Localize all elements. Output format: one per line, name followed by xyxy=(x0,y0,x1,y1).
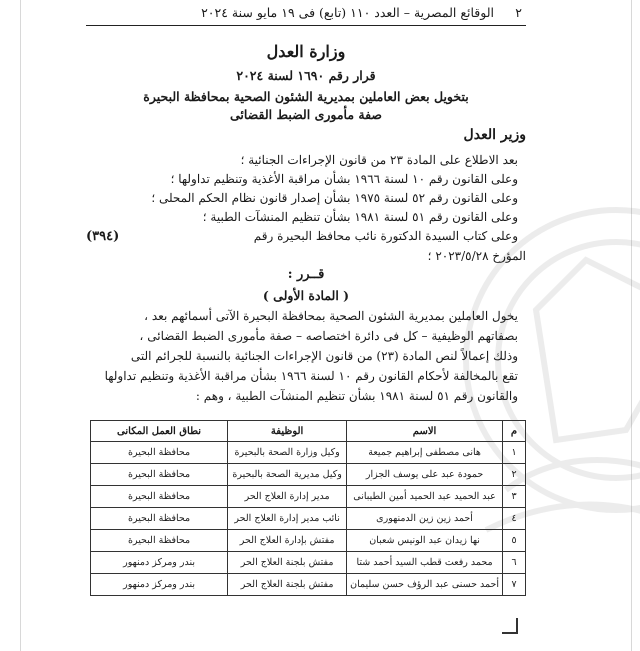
cell-no: ٧ xyxy=(503,574,526,596)
decree-subject-line-1: بتخويل بعض العاملين بمديرية الشئون الصحية بمحافظة البحيرة xyxy=(143,89,469,104)
decree-subject-line-2: صفة مأمورى الضبط القضائى xyxy=(229,107,383,122)
cell-no: ٦ xyxy=(503,552,526,574)
minister-heading: وزير العدل xyxy=(463,127,526,143)
ministry-title: وزارة العدل xyxy=(266,42,346,61)
cell-job: مفتش بلجنة العلاج الحر xyxy=(228,552,347,574)
letter-number: (٣٩٤) xyxy=(86,229,120,244)
header-text: الوقائع المصرية – العدد ١١٠ (تابع) فى ١٩ مايو سنة ٢٠٢٤ xyxy=(201,5,494,20)
table-row xyxy=(91,464,526,486)
preamble-line-3: وعلى القانون رقم ٥٢ لسنة ١٩٧٥ بشأن إصدار قانون نظام الحكم المحلى ؛ xyxy=(151,191,518,205)
cell-job: مفتش بلجنة العلاج الحر xyxy=(228,574,347,596)
cell-name: عبد الحميد عبد الحميد أمين الطيبانى xyxy=(347,486,503,508)
staff-table xyxy=(90,420,526,596)
article-title: ( المادة الأولى ) xyxy=(262,288,350,303)
preamble-line-1: بعد الاطلاع على المادة ٢٣ من قانون الإجراءات الجنائية ؛ xyxy=(240,153,518,167)
cell-job: مفتش بإدارة العلاج الحر xyxy=(228,530,347,552)
gazette-page xyxy=(86,0,526,640)
cell-job: وكيل مديرية الصحة بالبحيرة xyxy=(228,464,347,486)
table-row xyxy=(91,508,526,530)
table-row xyxy=(91,442,526,464)
preamble-line-6: المؤرخ ٢٠٢٣/٥/٢٨ ؛ xyxy=(427,249,526,263)
cell-name: هانى مصطفى إبراهيم جميعة xyxy=(347,442,503,464)
cell-job: وكيل وزارة الصحة بالبحيرة xyxy=(228,442,347,464)
article-line-2: بصفاتهم الوظيفية – كل فى دائرة اختصاصه – صفة مأمورى الضبط القضائى ، xyxy=(139,329,518,343)
article-line-1: يخول العاملين بمديرية الشئون الصحية بمحافظة البحيرة الآتى أسمائهم بعد ، xyxy=(144,309,518,323)
header-name: الاسم xyxy=(347,421,503,442)
page-corner-mark xyxy=(502,618,518,634)
preamble-line-5-text: وعلى كتاب السيدة الدكتورة نائب محافظ البحيرة رقم xyxy=(253,229,518,243)
cell-job: نائب مدير إدارة العلاج الحر xyxy=(228,508,347,530)
cell-no: ١ xyxy=(503,442,526,464)
article-line-5: والقانون رقم ٥١ لسنة ١٩٨١ بشأن تنظيم المنشآت الطبية ، وهم : xyxy=(195,389,518,403)
table-row xyxy=(91,486,526,508)
table-row xyxy=(91,530,526,552)
cell-area: بندر ومركز دمنهور xyxy=(91,552,228,574)
cell-area: محافظة البحيرة xyxy=(91,486,228,508)
cell-area: محافظة البحيرة xyxy=(91,508,228,530)
cell-name: أحمد زين زين الدمنهورى xyxy=(347,508,503,530)
cell-area: محافظة البحيرة xyxy=(91,442,228,464)
cell-no: ٤ xyxy=(503,508,526,530)
decided-heading: قــرر : xyxy=(287,267,325,282)
cell-no: ٢ xyxy=(503,464,526,486)
header-rule xyxy=(86,25,526,26)
cell-name: نها زيدان عبد الونيس شعبان xyxy=(347,530,503,552)
table-header-row xyxy=(91,421,526,442)
cell-job: مدير إدارة العلاج الحر xyxy=(228,486,347,508)
preamble-line-2: وعلى القانون رقم ١٠ لسنة ١٩٦٦ بشأن مراقبة الأغذية وتنظيم تداولها ؛ xyxy=(170,172,518,186)
cell-area: محافظة البحيرة xyxy=(91,530,228,552)
page-header xyxy=(86,3,526,25)
preamble-line-5 xyxy=(86,229,518,244)
cell-name: أحمد حسنى عبد الرؤف حسن سليمان xyxy=(347,574,503,596)
table-row xyxy=(91,552,526,574)
article-line-3: وذلك إعمالاً لنص المادة (٢٣) من قانون الإجراءات الجنائية بالنسبة للجرائم التى xyxy=(130,349,518,363)
header-area: نطاق العمل المكانى xyxy=(91,421,228,442)
article-line-4: تقع بالمخالفة لأحكام القانون رقم ١٠ لسنة ١٩٦٦ بشأن مراقبة الأغذية وتنظيم تداولها xyxy=(104,369,518,383)
page-number: ٢ xyxy=(515,5,522,20)
cell-name: محمد رفعت قطب السيد أحمد شتا xyxy=(347,552,503,574)
header-job: الوظيفة xyxy=(228,421,347,442)
decree-number: قرار رقم ١٦٩٠ لسنة ٢٠٢٤ xyxy=(236,68,376,83)
cell-area: بندر ومركز دمنهور xyxy=(91,574,228,596)
header-no: م xyxy=(503,421,526,442)
cell-no: ٥ xyxy=(503,530,526,552)
table-row xyxy=(91,574,526,596)
preamble-line-4: وعلى القانون رقم ٥١ لسنة ١٩٨١ بشأن تنظيم المنشآت الطبية ؛ xyxy=(202,210,518,224)
cell-no: ٣ xyxy=(503,486,526,508)
cell-area: محافظة البحيرة xyxy=(91,464,228,486)
cell-name: حمودة عبد على يوسف الجزار xyxy=(347,464,503,486)
